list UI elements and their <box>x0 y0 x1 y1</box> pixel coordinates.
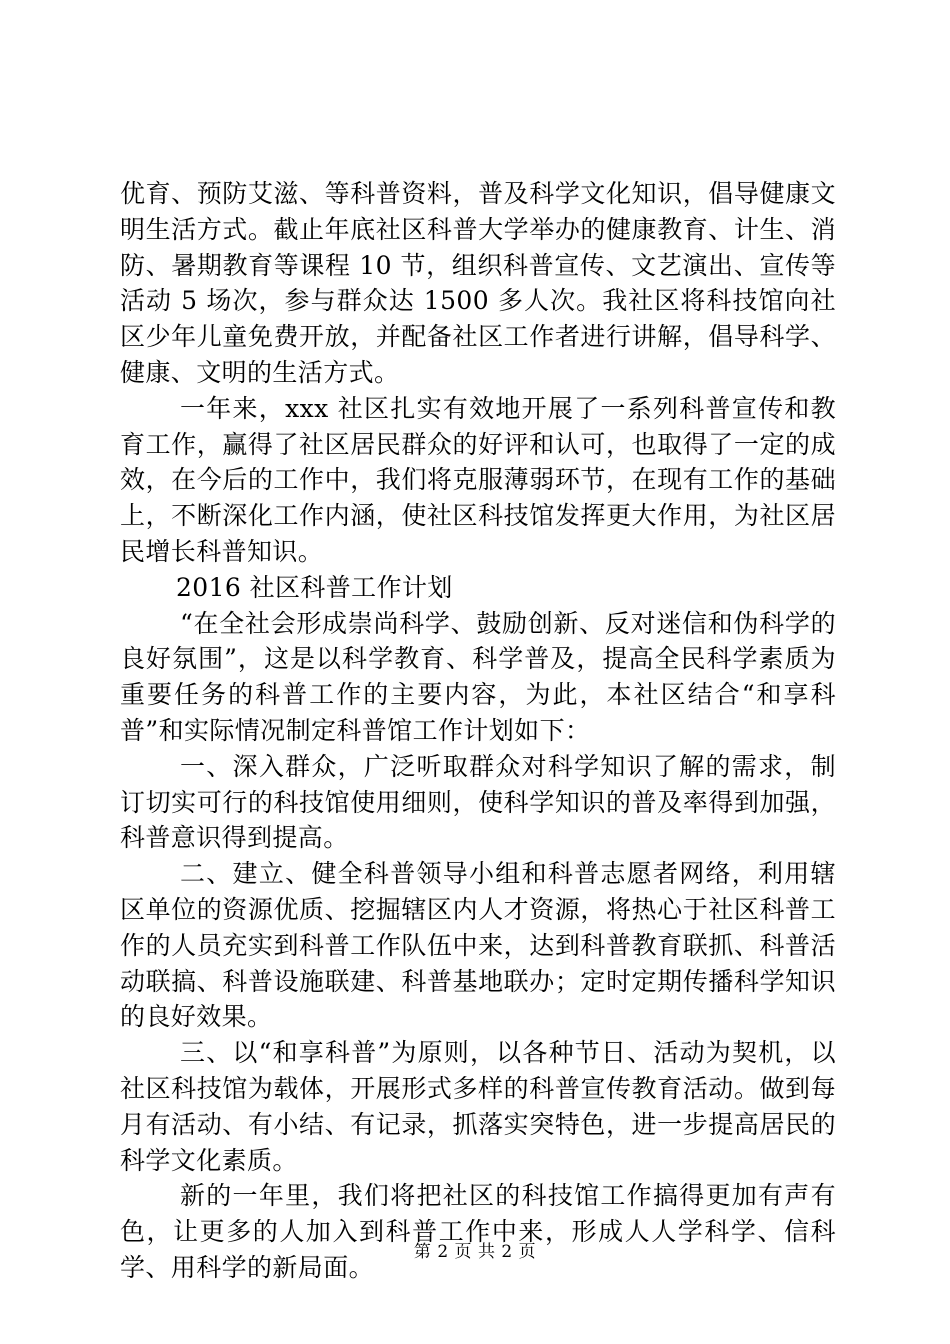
paragraph-item-3: 三、以“和享科普”为原则，以各种节日、活动为契机，以社区科技馆为载体，开展形式多样的科普宣传教育活动。做到每月有活动、有小结、有记录，抓落实突特色，进一步提高居民的科学文化素质。 <box>120 1038 836 1175</box>
paragraph-item-2: 二、建立、健全科普领导小组和科普志愿者网络，利用辖区单位的资源优质、挖掘辖区内人才资源，将热心于社区科普工作的人员充实到科普工作队伍中来，达到科普教育联抓、科普活动联搞、科普设施联建、科普基地联办；定时定期传播科学知识的良好效果。 <box>120 859 836 1032</box>
paragraph-intro: “在全社会形成崇尚科学、鼓励创新、反对迷信和伪科学的良好氛围”，这是以科学教育、科学普及，提高全民科学素质为重要任务的科普工作的主要内容，为此，本社区结合“和享科普”和实际情况制定科普馆工作计划如下： <box>120 608 836 745</box>
document-body <box>120 176 836 1286</box>
section-title: 2016 社区科普工作计划 <box>176 572 453 602</box>
page-footer: 第 2 页 共 2 页 <box>413 1242 537 1262</box>
paragraph-closing: 新的一年里，我们将把社区的科技馆工作搞得更加有声有色，让更多的人加入到科普工作中来，形成人人学科学、信科学、用科学的新局面。 <box>120 1181 836 1282</box>
paragraph-item-1: 一、深入群众，广泛听取群众对科学知识了解的需求，制订切实可行的科技馆使用细则，使科学知识的普及率得到加强，科普意识得到提高。 <box>120 751 836 853</box>
paragraph-continuation: 优育、预防艾滋、等科普资料，普及科学文化知识，倡导健康文明生活方式。截止年底社区科普大学举办的健康教育、计生、消防、暑期教育等课程 10 节，组织科普宣传、文艺演出、宣传等活动 5 场次，参与群众达 1500 多人次。我社区将科技馆向社区少年儿童免费开放，并配备社区工作者进行讲解，倡导科学、健康、文明的生活方式。 <box>120 179 836 387</box>
paragraph-summary: 一年来，xxx 社区扎实有效地开展了一系列科普宣传和教育工作，赢得了社区居民群众的好评和认可，也取得了一定的成效，在今后的工作中，我们将克服薄弱环节，在现有工作的基础上，不断深化工作内涵，使社区科技馆发挥更大作用，为社区居民增长科普知识。 <box>120 393 836 566</box>
